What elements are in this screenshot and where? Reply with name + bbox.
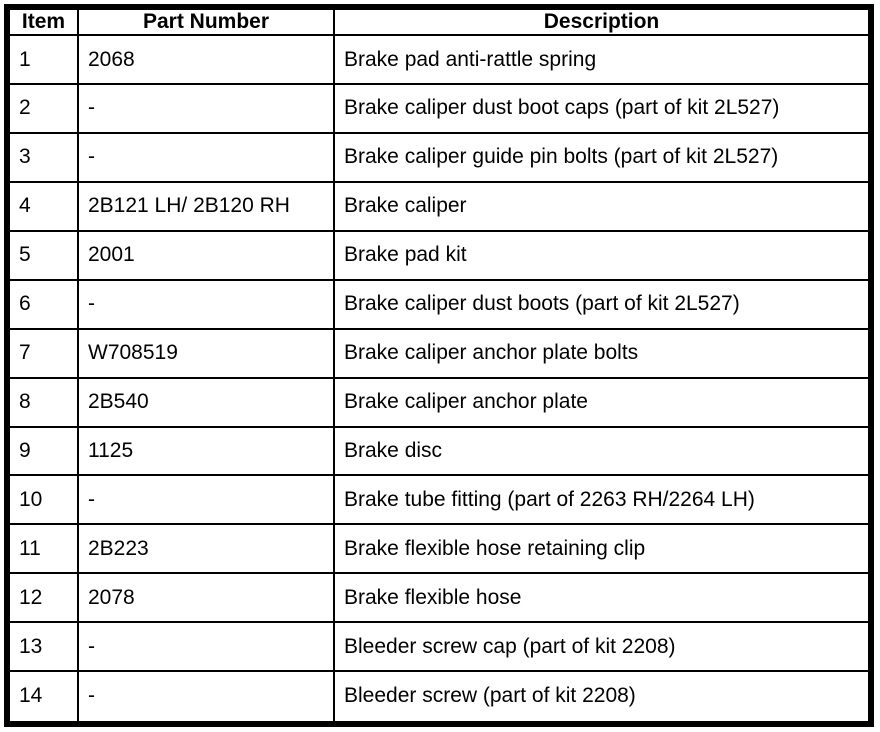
- column-header-item: Item: [7, 7, 78, 35]
- cell-item: 7: [7, 329, 78, 378]
- cell-item: 13: [7, 622, 78, 671]
- cell-part-number: 1125: [78, 427, 334, 476]
- cell-part-number: -: [78, 133, 334, 182]
- cell-description: Brake caliper: [334, 182, 871, 231]
- cell-description: Brake tube fitting (part of 2263 RH/2264 LH): [334, 475, 871, 524]
- cell-item: 6: [7, 280, 78, 329]
- cell-description: Brake disc: [334, 427, 871, 476]
- parts-table: [4, 4, 874, 727]
- cell-part-number: -: [78, 84, 334, 133]
- cell-description: Brake pad anti-rattle spring: [334, 35, 871, 84]
- cell-item: 11: [7, 524, 78, 573]
- cell-description: Brake caliper guide pin bolts (part of kit 2L527): [334, 133, 871, 182]
- cell-part-number: 2B121 LH/ 2B120 RH: [78, 182, 334, 231]
- cell-part-number: 2068: [78, 35, 334, 84]
- table-row: [7, 182, 871, 231]
- table-row: [7, 84, 871, 133]
- table-row: [7, 475, 871, 524]
- cell-description: Brake caliper anchor plate bolts: [334, 329, 871, 378]
- cell-description: Bleeder screw (part of kit 2208): [334, 671, 871, 724]
- table-row: [7, 524, 871, 573]
- table-row: [7, 573, 871, 622]
- table-row: [7, 622, 871, 671]
- parts-table-body: [7, 35, 871, 724]
- table-row: [7, 329, 871, 378]
- cell-description: Brake flexible hose: [334, 573, 871, 622]
- column-header-part-number: Part Number: [78, 7, 334, 35]
- cell-item: 9: [7, 427, 78, 476]
- cell-part-number: -: [78, 280, 334, 329]
- cell-description: Brake flexible hose retaining clip: [334, 524, 871, 573]
- cell-item: 3: [7, 133, 78, 182]
- cell-item: 1: [7, 35, 78, 84]
- cell-item: 2: [7, 84, 78, 133]
- cell-description: Brake caliper dust boot caps (part of kit 2L527): [334, 84, 871, 133]
- cell-item: 14: [7, 671, 78, 724]
- cell-part-number: 2B540: [78, 378, 334, 427]
- table-row: [7, 133, 871, 182]
- cell-item: 8: [7, 378, 78, 427]
- cell-description: Brake pad kit: [334, 231, 871, 280]
- table-row: [7, 280, 871, 329]
- cell-part-number: 2078: [78, 573, 334, 622]
- column-header-description: Description: [334, 7, 871, 35]
- cell-item: 12: [7, 573, 78, 622]
- cell-part-number: W708519: [78, 329, 334, 378]
- header-row: [7, 7, 871, 35]
- cell-description: Brake caliper dust boots (part of kit 2L527): [334, 280, 871, 329]
- cell-description: Brake caliper anchor plate: [334, 378, 871, 427]
- table-row: [7, 35, 871, 84]
- cell-part-number: -: [78, 671, 334, 724]
- cell-part-number: 2B223: [78, 524, 334, 573]
- cell-description: Bleeder screw cap (part of kit 2208): [334, 622, 871, 671]
- cell-part-number: -: [78, 475, 334, 524]
- table-row: [7, 671, 871, 724]
- table-row: [7, 427, 871, 476]
- cell-item: 10: [7, 475, 78, 524]
- table-row: [7, 378, 871, 427]
- cell-item: 5: [7, 231, 78, 280]
- cell-item: 4: [7, 182, 78, 231]
- cell-part-number: 2001: [78, 231, 334, 280]
- cell-part-number: -: [78, 622, 334, 671]
- table-row: [7, 231, 871, 280]
